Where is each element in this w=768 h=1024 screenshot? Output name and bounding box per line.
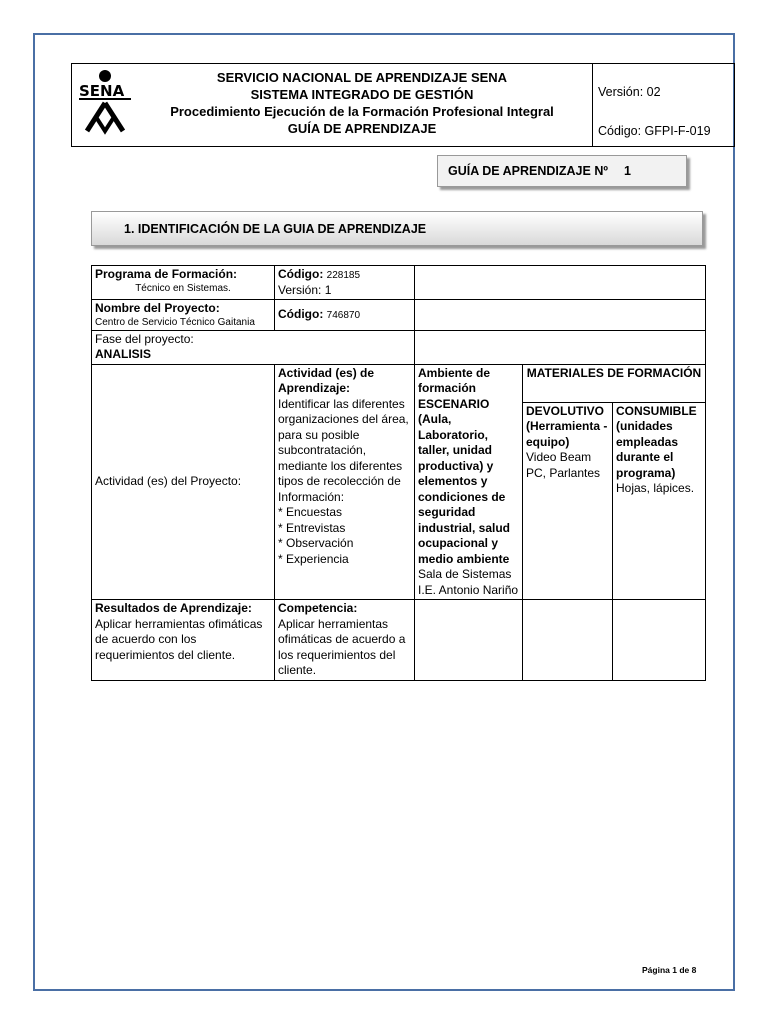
actividad-proyecto-cell [92,364,275,600]
empty-cell [523,600,613,681]
actividad-aprendizaje-title: Actividad (es) de Aprendizaje: [278,365,375,395]
empty-cell [415,600,523,681]
identification-table [91,265,706,681]
resultados-text: Aplicar herramientas ofimáticas de acuerdo con los requerimientos del cliente. [95,616,263,662]
proyecto-code-cell [275,300,415,331]
programa-version: Versión: 1 [278,282,332,297]
ambiente-cell [415,364,523,600]
document-header [71,63,735,147]
materiales-header: MATERIALES DE FORMACIÓN [523,364,706,402]
actividad-proyecto-label: Actividad (es) del Proyecto: [95,474,242,488]
table-row [92,364,706,402]
actividad-aprendizaje-cell [275,364,415,600]
page-number: Página 1 de 8 [642,965,697,975]
devolutivo-value: Video Beam PC, Parlantes [526,450,601,480]
section-heading [91,211,703,246]
header-titles [122,69,602,137]
logo-text: SENA [79,82,125,100]
fase-label: Fase del proyecto: [95,331,194,346]
programa-code-label: Código: [278,267,324,281]
section-title: 1. IDENTIFICACIÓN DE LA GUIA DE APRENDIZAJE [124,222,427,236]
actividad-item: * Entrevistas [278,520,346,535]
header-title-line-4: GUÍA DE APRENDIZAJE [287,121,437,136]
devolutivo-cell [523,402,613,599]
consumible-cell [613,402,706,599]
programa-code-cell [275,266,415,300]
programa-cell [92,266,275,300]
guia-label: GUÍA DE APRENDIZAJE Nº [448,164,608,178]
header-title-line-1: SERVICIO NACIONAL DE APRENDIZAJE SENA [216,70,508,85]
competencia-title: Competencia: [278,601,358,615]
table-row [92,330,706,364]
programa-value: Técnico en Sistemas. [135,282,231,294]
table-row [92,600,706,681]
table-row [92,300,706,331]
proyecto-code-label: Código: [278,307,324,321]
guia-number: 1 [624,164,631,178]
proyecto-value: Centro de Servicio Técnico Gaitania [95,316,255,328]
empty-cell [415,300,706,331]
empty-cell [415,266,706,300]
resultados-cell [92,600,275,681]
programa-code-value: 228185 [326,270,361,281]
consumible-value: Hojas, lápices. [616,481,695,496]
proyecto-code-value: 746870 [326,310,361,321]
header-title-line-3: Procedimiento Ejecución de la Formación Profesional Integral [170,104,554,119]
table-row [92,266,706,300]
empty-cell [613,600,706,681]
proyecto-cell [92,300,275,331]
fase-cell [92,330,415,364]
empty-cell [415,330,706,364]
consumible-title: CONSUMIBLE (unidades empleadas durante el programa) [616,403,697,480]
resultados-title: Resultados de Aprendizaje: [95,601,252,615]
actividad-item: * Observación [278,536,354,550]
proyecto-label: Nombre del Proyecto: [95,301,220,315]
devolutivo-title: DEVOLUTIVO (Herramienta - equipo) [526,403,608,449]
guia-number-box [437,155,687,187]
actividad-aprendizaje-text: Identificar las diferentes organizaciones del área, para su posible subcontratación, mediante los diferentes tipos de recolección de Información: [278,396,409,504]
ambiente-title: Ambiente de formación ESCENARIO (Aula, Laboratorio, taller, unidad productiva) y elementos y condiciones de seguridad industrial, salud ocupacional y medio ambiente [418,365,511,566]
actividad-item: * Encuestas [278,505,343,519]
header-title-line-2: SISTEMA INTEGRADO DE GESTIÓN [250,87,474,102]
actividad-item: * Experiencia [278,551,349,566]
programa-label: Programa de Formación: [95,267,238,281]
header-version: Versión: 02 [598,85,661,99]
header-code: Código: GFPI-F-019 [598,124,711,138]
competencia-text: Aplicar herramientas ofimáticas de acuerdo a los requerimientos del cliente. [278,616,406,677]
competencia-cell [275,600,415,681]
fase-value: ANALISIS [95,347,152,361]
ambiente-value: Sala de Sistemas I.E. Antonio Nariño [418,567,519,597]
